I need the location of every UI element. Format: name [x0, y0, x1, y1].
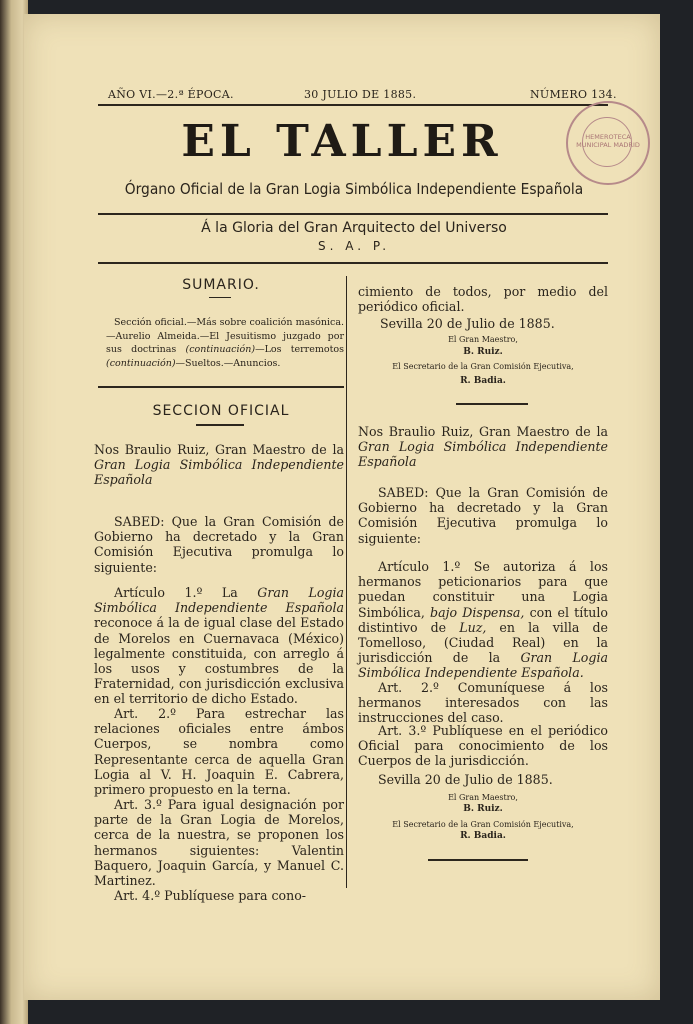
left-sabed: SABED: Que la Gran Comisión de Gobierno ha decretado y la Gran Comisión Ejecutiva promulga lo siguiente:: [94, 514, 344, 575]
right-sig-sec-name-1: R. Badia.: [460, 376, 506, 386]
left-article-1: [94, 585, 344, 707]
newspaper-subtitle: Órgano Oficial de la Gran Logia Simbólica Independiente Española: [124, 180, 584, 198]
left-art1-text: Artículo 1.º La: [114, 585, 258, 600]
issue-date: 30 JULIO DE 1885.: [304, 88, 417, 101]
right-sabed: SABED: Que la Gran Comisión de Gobierno ha decretado y la Gran Comisión Ejecutiva promulga lo siguiente:: [358, 485, 608, 546]
right-sig-gm-name-2: B. Ruiz.: [463, 804, 503, 814]
right-place-date-1: Sevilla 20 de Julio de 1885.: [380, 316, 555, 331]
right-art1-em: Luz,: [459, 619, 487, 635]
left-intro-em: Gran Logia Simbólica Independiente Española: [94, 457, 344, 488]
left-intro-text: Nos Braulio Ruiz, Gran Maestro de la: [94, 442, 344, 457]
sumario-part: —Los terremotos: [255, 344, 344, 355]
column-divider: [346, 276, 347, 888]
newspaper-page: [24, 14, 660, 1000]
masthead-bottom-rule: [98, 262, 608, 264]
right-art1-em: Gran Logia Simbólica Independiente Española.: [358, 650, 608, 681]
right-separator-2: [428, 859, 528, 861]
right-sig-gm-title-2: El Gran Maestro,: [448, 793, 518, 802]
right-art1-em: bajo Dispensa,: [430, 604, 525, 620]
seccion-underline: [196, 424, 244, 426]
sumario-em: (continuación): [185, 344, 256, 355]
left-art1-em: Gran Logia Simbólica Independiente Española: [94, 585, 344, 616]
dedication: Á la Gloria del Gran Arquitecto del Universo: [201, 220, 507, 236]
stamp-text: HEMEROTECA MUNICIPAL MADRID: [576, 133, 640, 149]
right-article-2: Art. 2.º Comuníquese á los hermanos interesados con las instrucciones del caso.: [358, 680, 608, 726]
right-place-date-2: Sevilla 20 de Julio de 1885.: [378, 772, 553, 787]
right-intro: [358, 424, 608, 470]
right-article-1: [358, 559, 608, 681]
right-separator-1: [456, 403, 528, 405]
left-article-2: Art. 2.º Para estrechar las relaciones oficiales entre ámbos Cuerpos, se nombra como Representante cerca de aquella Gran Logia al V. H. Joaquin E. Cabrera, primero propuesto en la terna.: [94, 706, 344, 798]
right-intro-em: Gran Logia Simbólica Independiente Española: [358, 439, 608, 470]
sumario-part: —Sueltos.—Anuncios.: [175, 357, 281, 369]
sap-motto: S. A. P.: [317, 239, 391, 253]
sumario-text: [106, 316, 344, 370]
newspaper-title: EL TALLER: [181, 116, 503, 167]
right-sig-sec-title-2: El Secretario de la Gran Comisión Ejecutiva,: [392, 820, 574, 829]
seccion-oficial-heading: SECCION OFICIAL: [152, 403, 290, 419]
issue-number: NÚMERO 134.: [530, 88, 617, 101]
right-sig-gm-title-1: El Gran Maestro,: [448, 335, 518, 344]
library-stamp: [566, 101, 650, 185]
right-sig-gm-name-1: B. Ruiz.: [463, 347, 503, 357]
right-continuation: cimiento de todos, por medio del periódico oficial.: [358, 284, 608, 315]
masthead-top-rule: [98, 104, 608, 106]
right-intro-text: Nos Braulio Ruiz, Gran Maestro de la: [358, 424, 608, 439]
left-article-3: Art. 3.º Para igual designación por parte de la Gran Logia de Morelos, cerca de la nuestra, se proponen los hermanos siguientes: Valentin Baquero, Joaquin García, y Manuel C. Martinez.: [94, 797, 344, 889]
left-article-4: Art. 4.º Publíquese para cono-: [114, 888, 307, 903]
left-art1-text: reconoce á la de igual clase del Estado de Morelos en Cuernavaca (México) legalmente constituida, con arreglo á los usos y costumbres de la Fraternidad, con jurisdicción exclusiva en el territorio de dicho Estado.: [94, 615, 344, 707]
subtitle-rule: [98, 213, 608, 215]
sumario-rule: [98, 386, 344, 388]
right-article-3: Art. 3.º Publíquese en el periódico Oficial para conocimiento de los Cuerpos de la jurisdicción.: [358, 723, 608, 769]
sumario-part: Sección oficial.—Más sobre coalición masónica.—Aurelio Almeida.—El Jesuitismo juzgado por sus doctrinas: [106, 317, 344, 355]
sumario-em: (continuación): [106, 357, 176, 369]
sumario-underline: [209, 297, 231, 298]
year-epoch: AÑO VI.—2.ª ÉPOCA.: [108, 88, 234, 101]
right-sig-sec-name-2: R. Badia.: [460, 831, 506, 841]
sumario-heading: SUMARIO.: [182, 277, 260, 293]
right-art1-text: Artículo 1.º Se autoriza á los hermanos peticionarios para que puedan constituir una Logia Simbólica,: [358, 559, 608, 620]
right-art1-text: en la villa de Tomelloso, (Ciudad Real) en la jurisdicción de la: [358, 619, 608, 666]
right-art1-text: con el título distintivo de: [358, 604, 609, 635]
right-sig-sec-title-1: El Secretario de la Gran Comisión Ejecutiva,: [392, 362, 574, 371]
left-intro: [94, 442, 344, 488]
